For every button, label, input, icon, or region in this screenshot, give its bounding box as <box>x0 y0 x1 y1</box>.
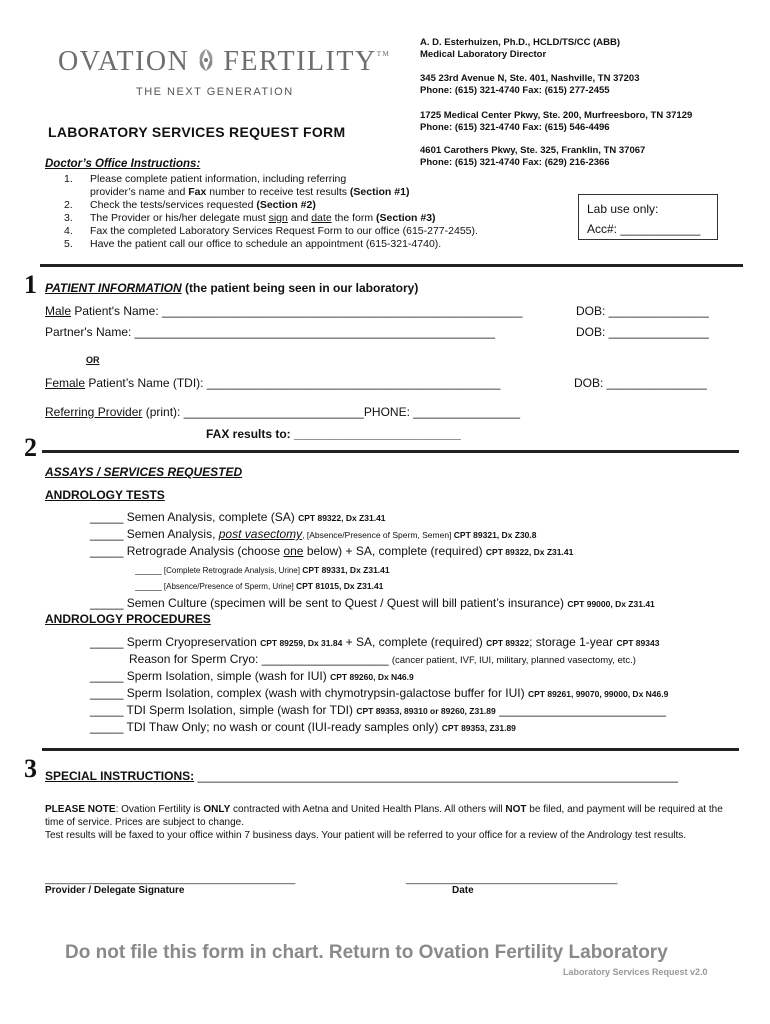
tdi-thaw-option[interactable]: _____ TDI Thaw Only; no wash or count (IUI-ready samples only) CPT 89353, Z31.89 <box>90 720 516 734</box>
referring-provider-field[interactable]: Referring Provider (print): ___________________________PHONE: ________________ <box>45 405 521 419</box>
form-version: Laboratory Services Request v2.0 <box>563 967 708 977</box>
sperm-isolation-complex-option[interactable]: _____ Sperm Isolation, complex (wash with chymotrypsin-galactose buffer for IUI) CPT 89261, 99070, 99000, Dx N46.9 <box>90 686 669 700</box>
assays-heading: ASSAYS / SERVICES REQUESTED <box>45 465 243 479</box>
logo-leaf-icon <box>191 46 221 74</box>
semen-culture-option[interactable]: _____ Semen Culture (specimen will be sent to Quest / Quest will bill patient’s insurance) CPT 99000, Dx Z31.41 <box>90 596 655 610</box>
please-note-text: PLEASE NOTE: Ovation Fertility is ONLY contracted with Aetna and United Health Plans. All others will NOT be filed, and payment will be required at the time of service. Prices are subject to change. <box>45 804 723 828</box>
sperm-cryopreservation-option[interactable]: _____ Sperm Cryopreservation CPT 89259, Dx 31.84 + SA, complete (required) CPT 89322; storage 1-year CPT 89343 <box>90 635 660 649</box>
date-label: Date <box>452 885 474 896</box>
fax-results-field[interactable]: FAX results to: _________________________ <box>206 427 461 441</box>
lab-use-only-box: Lab use only: Acc#: ____________ <box>578 194 718 240</box>
logo-wordmark: OVATION FERTILITY™ <box>58 46 391 77</box>
section-1-number: 1 <box>24 270 37 299</box>
results-note-text: Test results will be faxed to your office within 7 business days. Your patient will be referred to your office for a review of the Andrology test results. <box>45 830 687 841</box>
cryo-reason-field[interactable]: Reason for Sperm Cryo: ___________________ (cancer patient, IVF, IUI, military, planned vasectomy, etc.) <box>129 652 636 666</box>
andrology-tests-heading: ANDROLOGY TESTS <box>45 488 165 502</box>
female-dob-field[interactable]: DOB: _______________ <box>574 376 707 390</box>
semen-analysis-post-vasectomy-option[interactable]: _____ Semen Analysis, post vasectomy, [Absence/Presence of Sperm, Semen] CPT 89321, Dx Z30.8 <box>90 527 537 541</box>
retrograde-complete-suboption[interactable]: ______ [Complete Retrograde Analysis, Urine] CPT 89331, Dx Z31.41 <box>135 565 390 575</box>
date-field[interactable]: ______________________________________ <box>406 874 618 885</box>
section-1-rule <box>40 264 743 267</box>
partner-dob-field[interactable]: DOB: _______________ <box>576 325 709 339</box>
location-franklin: 4601 Carothers Pkwy, Ste. 325, Franklin, TN 37067 Phone: (615) 321-4740 Fax: (629) 216-2366 <box>420 145 646 168</box>
logo-tagline: THE NEXT GENERATION <box>136 86 294 98</box>
provider-signature-label: Provider / Delegate Signature <box>45 885 185 896</box>
form-title: LABORATORY SERVICES REQUEST FORM <box>48 124 346 140</box>
andrology-procedures-heading: ANDROLOGY PROCEDURES <box>45 612 211 626</box>
female-patient-name-field[interactable]: Female Patient’s Name (TDI): ____________________________________________ <box>45 376 501 390</box>
patient-info-heading: PATIENT INFORMATION (the patient being seen in our laboratory) <box>45 281 419 295</box>
section-2-rule <box>42 450 739 453</box>
retrograde-analysis-option[interactable]: _____ Retrograde Analysis (choose one below) + SA, complete (required) CPT 89322, Dx Z31.41 <box>90 544 574 558</box>
sperm-isolation-simple-option[interactable]: _____ Sperm Isolation, simple (wash for IUI) CPT 89260, Dx N46.9 <box>90 669 414 683</box>
male-dob-field[interactable]: DOB: _______________ <box>576 304 709 318</box>
instruction-1-cont: provider’s name and Fax number to receive test results (Section #1) <box>90 186 410 198</box>
retrograde-absence-suboption[interactable]: ______ [Absence/Presence of Sperm, Urine] CPT 81015, Dx Z31.41 <box>135 581 384 591</box>
instructions-list <box>64 173 478 251</box>
male-patient-name-field[interactable]: Male Patient's Name: ______________________________________________________ <box>45 304 523 318</box>
instruction-2: 2. Check the tests/services requested (Section #2) <box>64 199 316 211</box>
tdi-sperm-isolation-option[interactable]: _____ TDI Sperm Isolation, simple (wash for TDI) CPT 89353, 89310 or 89260, Z31.89 _________________________ <box>90 703 666 717</box>
section-3-number: 3 <box>24 754 37 783</box>
ovation-fertility-logo <box>58 44 391 104</box>
footer-return-notice: Do not file this form in chart. Return to Ovation Fertility Laboratory <box>65 942 668 963</box>
location-nashville: 345 23rd Avenue N, Ste. 401, Nashville, TN 37203 Phone: (615) 321-4740 Fax: (615) 277-2455 <box>420 73 640 96</box>
section-3-rule <box>42 748 739 751</box>
section-2-number: 2 <box>24 433 37 462</box>
special-instructions-field[interactable]: SPECIAL INSTRUCTIONS: ________________________________________________________________________ <box>45 769 678 783</box>
partner-name-field[interactable]: Partner's Name: ______________________________________________________ <box>45 325 496 339</box>
semen-analysis-complete-option[interactable]: _____ Semen Analysis, complete (SA) CPT 89322, Dx Z31.41 <box>90 510 386 524</box>
instruction-3: 3. The Provider or his/her delegate must sign and date the form (Section #3) <box>64 212 436 224</box>
instruction-5: 5. Have the patient call our office to schedule an appointment (615-321-4740). <box>64 238 442 250</box>
instructions-heading: Doctor’s Office Instructions: <box>45 158 201 170</box>
instruction-4: 4. Fax the completed Laboratory Services Request Form to our office (615-277-2455). <box>64 225 478 237</box>
location-murfreesboro: 1725 Medical Center Pkwy, Ste. 200, Murfreesboro, TN 37129 Phone: (615) 321-4740 Fax: (615) 546-4496 <box>420 110 693 133</box>
instruction-1: 1. Please complete patient information, including referring <box>64 173 347 185</box>
provider-signature-field[interactable]: _____________________________________________ <box>45 874 296 885</box>
director-info: A. D. Esterhuizen, Ph.D., HCLD/TS/CC (ABB) Medical Laboratory Director <box>420 37 621 60</box>
or-separator: OR <box>86 355 100 365</box>
